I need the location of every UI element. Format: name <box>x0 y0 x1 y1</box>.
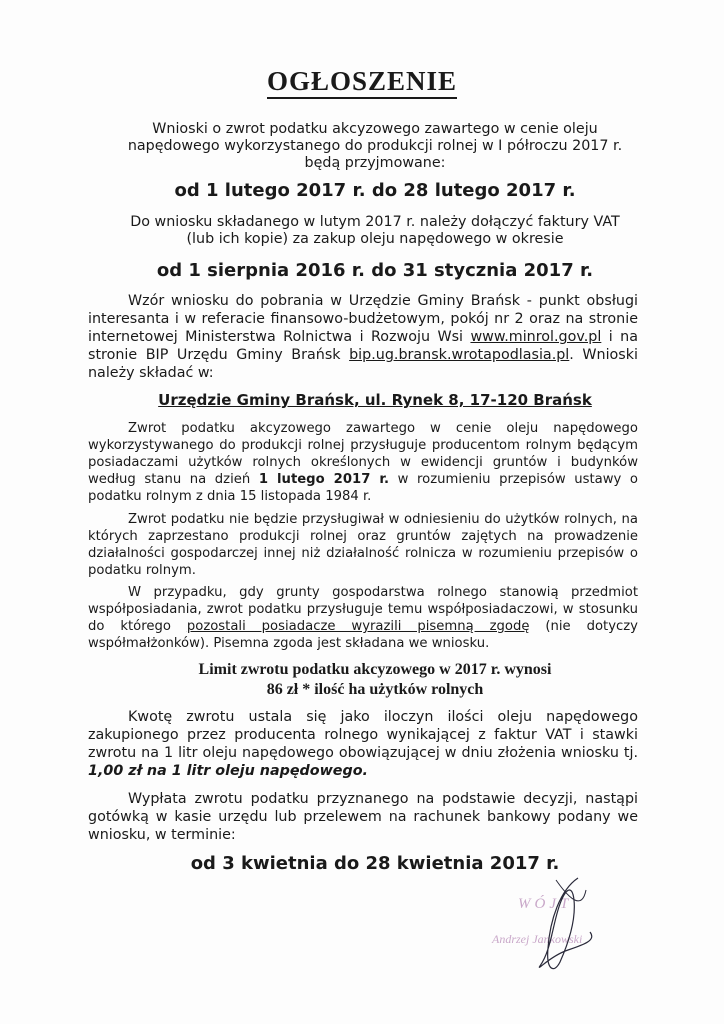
payout-text: Wypłata zwrotu podatku przyznanego na podstawie decyzji, nastąpi gotówką w kasie urzędu lub przelewem na rachunek bankowy podany we wniosku, w terminie: <box>88 791 638 843</box>
payout-paragraph <box>88 790 638 844</box>
forms-text-between: i na stronie BIP Urzędu Gminy Brańsk <box>88 329 638 363</box>
coownership-text-after: (nie dotyczy współmałżonków). Pisemna zgoda jest składana we wniosku. <box>88 619 638 651</box>
stamp-title: WÓJT <box>518 896 573 912</box>
office-address-text: Urzędzie Gminy Brańsk, ul. Rynek 8, 17-120 Brańsk <box>158 391 592 409</box>
exclusion-text: Zwrot podatku nie będzie przysługiwał w odniesieniu do użytków rolnych, na których zaprzestano produkcji rolnej oraz gruntów zajętych na prowadzenie działalności gospodarczej innej niż działalność rolnicza w rozumieniu przepisów o podatku rolnym. <box>88 512 638 578</box>
submission-period: od 1 lutego 2017 r. do 28 lutego 2017 r. <box>174 180 576 201</box>
intro-line-2: napędowego wykorzystanego do produkcji rolnej w I półroczu 2017 r. <box>127 138 623 154</box>
invoices-line-2: (lub ich kopie) za zakup oleju napędowego w okresie <box>186 231 564 247</box>
amount-text: Kwotę zwrotu ustala się jako iloczyn ilości oleju napędowego zakupionego przez producenta rolnego wynikającej z faktur VAT i stawki zwrotu na 1 litr oleju napędowego obowiązującej w dniu złożenia wniosku tj. <box>88 709 638 761</box>
coownership-text: W przypadku, gdy grunty gospodarstwa rolnego stanowią przedmiot współposiadania, zwrot podatku przysługuje temu współposiadaczowi, w stosunku do którego <box>88 585 638 634</box>
refund-rate: 1,00 zł na 1 litr oleju napędowego. <box>88 763 368 779</box>
limit-line-1: Limit zwrotu podatku akcyzowego w 2017 r. wynosi <box>198 661 552 678</box>
signature-stamp <box>490 870 640 980</box>
eligibility-date: 1 lutego 2017 r. <box>258 472 390 487</box>
limit-line-2: 86 zł * ilość ha użytków rolnych <box>266 681 484 698</box>
office-address <box>80 391 670 409</box>
handwritten-signature <box>490 870 640 980</box>
limit-heading <box>80 660 670 700</box>
coownership-paragraph <box>88 584 638 652</box>
invoice-period: od 1 sierpnia 2016 r. do 31 stycznia 2017 r. <box>156 260 594 281</box>
forms-paragraph <box>88 292 638 382</box>
ministry-link[interactable]: www.minrol.gov.pl <box>470 329 602 345</box>
written-consent-text: pozostali posiadacze wyrazili pisemną zgodę <box>186 619 530 634</box>
title-text: OGŁOSZENIE <box>267 66 457 99</box>
intro-line-1: Wnioski o zwrot podatku akcyzowego zawartego w cenie oleju <box>152 121 598 137</box>
eligibility-text: Zwrot podatku akcyzowego zawartego w cenie oleju napędowego wykorzystywanego do produkcji rolnej przysługuje producentom rolnym będącym posiadaczami użytków rolnych określonych w ewidencji gruntów i budynków według stanu na dzień <box>88 421 638 487</box>
intro-line-3: będą przyjmowane: <box>304 155 446 171</box>
eligibility-paragraph <box>88 420 638 505</box>
eligibility-text-after: w rozumieniu przepisów ustawy o podatku rolnym z dnia 15 listopada 1984 r. <box>88 472 639 504</box>
intro-text <box>80 121 670 172</box>
invoices-text <box>80 214 670 248</box>
forms-text-after: . Wnioski należy składać w: <box>88 347 638 381</box>
invoices-line-1: Do wniosku składanego w lutym 2017 r. należy dołączyć faktury VAT <box>130 214 620 230</box>
amount-paragraph <box>88 708 638 780</box>
bip-link[interactable]: bip.ug.bransk.wrotapodlasia.pl <box>349 347 570 363</box>
forms-text: Wzór wniosku do pobrania w Urzędzie Gminy Brańsk - punkt obsługi interesanta i w referacie finansowo-budżetowym, pokój nr 2 oraz na stronie internetowej Ministerstwa Rolnictwa i Rozwoju Wsi <box>88 293 638 345</box>
stamp-name: Andrzej Jankowski <box>492 932 583 946</box>
payout-period: od 3 kwietnia do 28 kwietnia 2017 r. <box>190 853 560 874</box>
page-title <box>0 66 724 97</box>
exclusion-paragraph <box>88 511 638 579</box>
